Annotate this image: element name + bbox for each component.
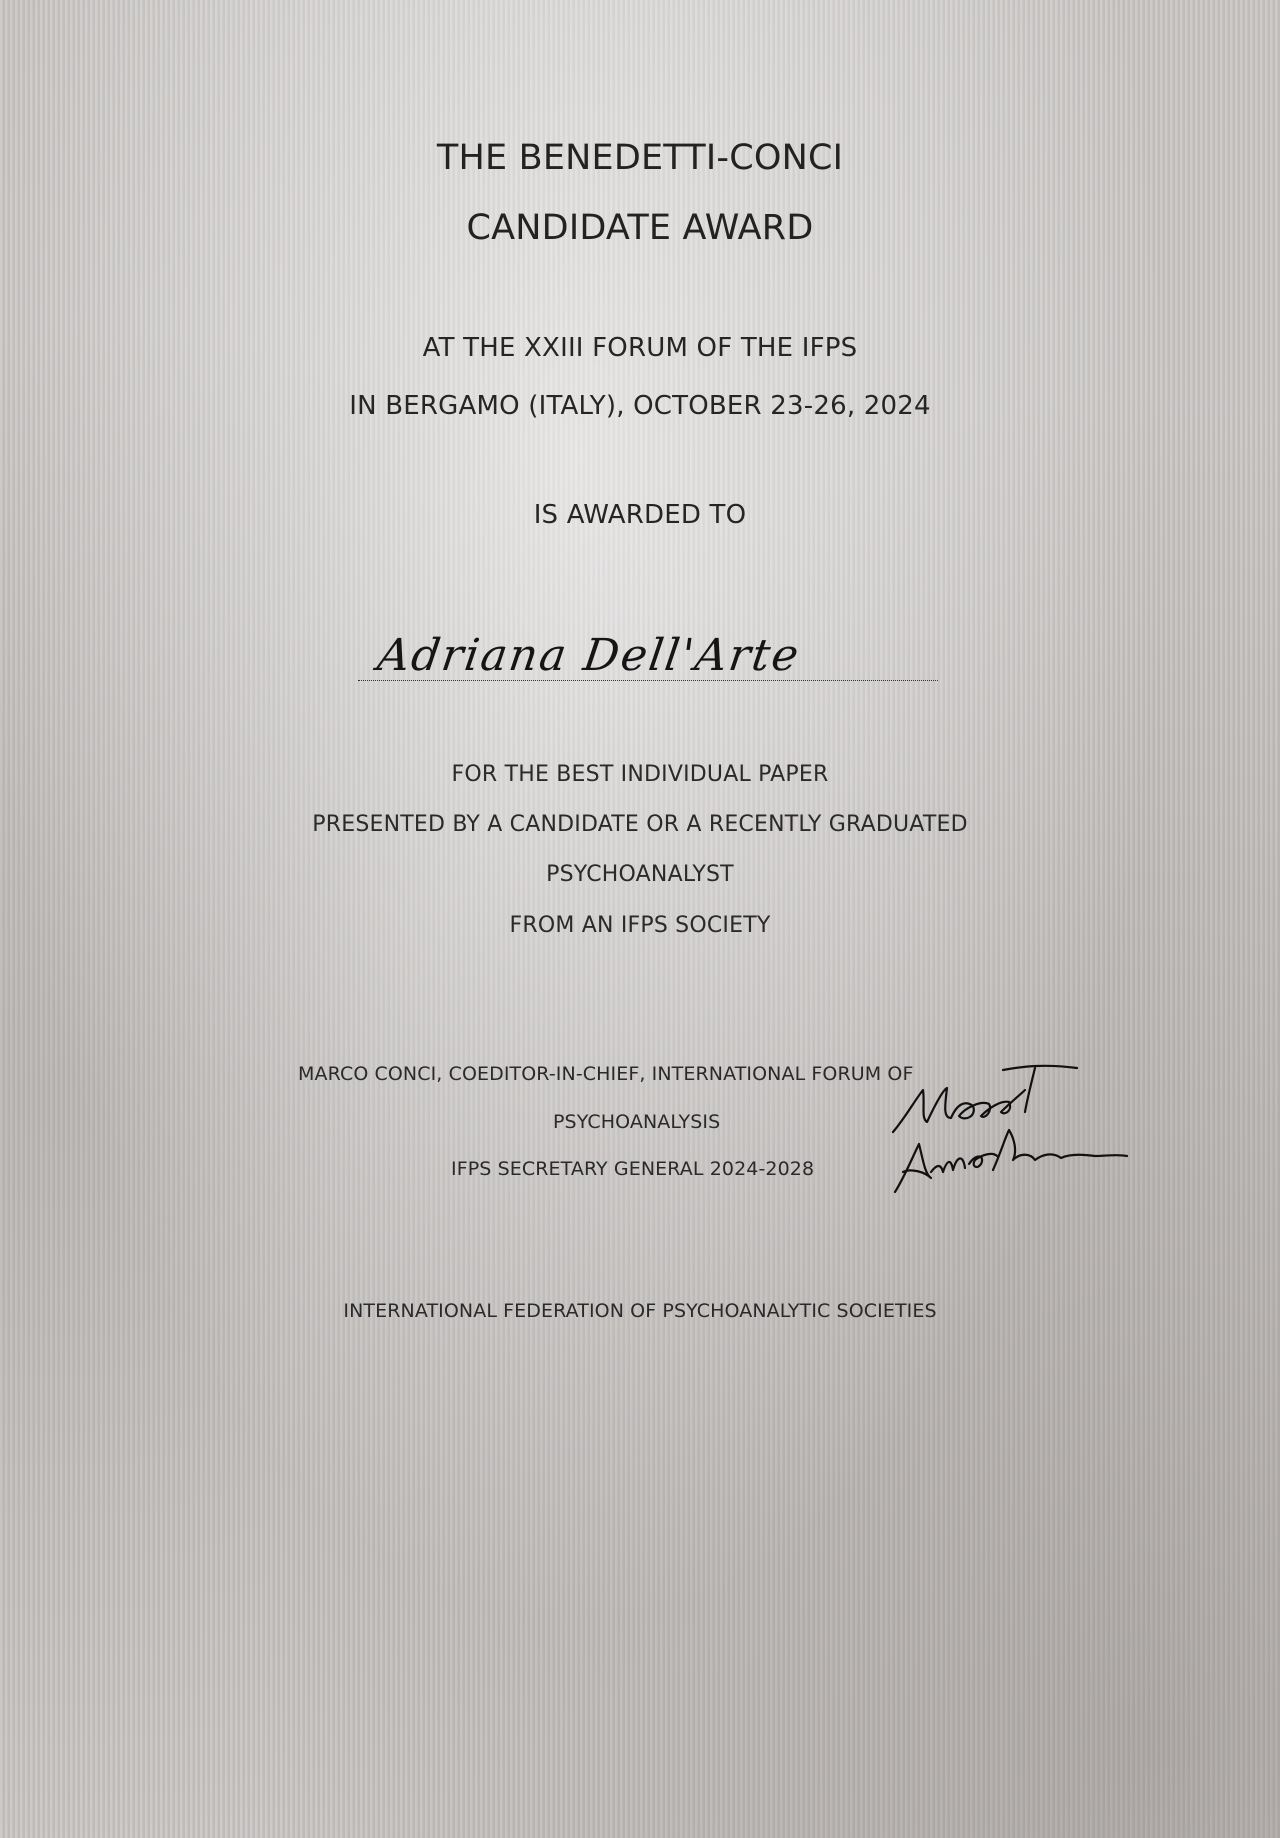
reason-line1: FOR THE BEST INDIVIDUAL PAPER bbox=[451, 762, 829, 787]
awarded-to-label: IS AWARDED TO bbox=[533, 500, 747, 530]
signature-image bbox=[885, 1060, 1135, 1200]
signatory-line1: MARCO CONCI, COEDITOR-IN-CHIEF, INTERNATIONAL FORUM OF bbox=[298, 1063, 914, 1085]
reason-line3: PSYCHOANALYST bbox=[546, 862, 734, 887]
recipient-name-handwritten: Adriana Dell'Arte bbox=[374, 630, 804, 681]
event-line1: AT THE XXIII FORUM OF THE IFPS bbox=[422, 333, 858, 363]
reason-line2: PRESENTED BY A CANDIDATE OR A RECENTLY GRADUATED bbox=[312, 812, 968, 837]
award-title-line2: CANDIDATE AWARD bbox=[466, 208, 814, 248]
signatory-line3: IFPS SECRETARY GENERAL 2024-2028 bbox=[451, 1158, 815, 1180]
reason-line4: FROM AN IFPS SOCIETY bbox=[509, 913, 771, 938]
signatory-line2: PSYCHOANALYSIS bbox=[553, 1111, 721, 1133]
award-title-line1: THE BENEDETTI-CONCI bbox=[436, 138, 844, 178]
event-line2: IN BERGAMO (ITALY), OCTOBER 23-26, 2024 bbox=[349, 391, 931, 421]
recipient-name-line bbox=[358, 680, 938, 681]
organization-name: INTERNATIONAL FEDERATION OF PSYCHOANALYTIC SOCIETIES bbox=[343, 1300, 937, 1322]
